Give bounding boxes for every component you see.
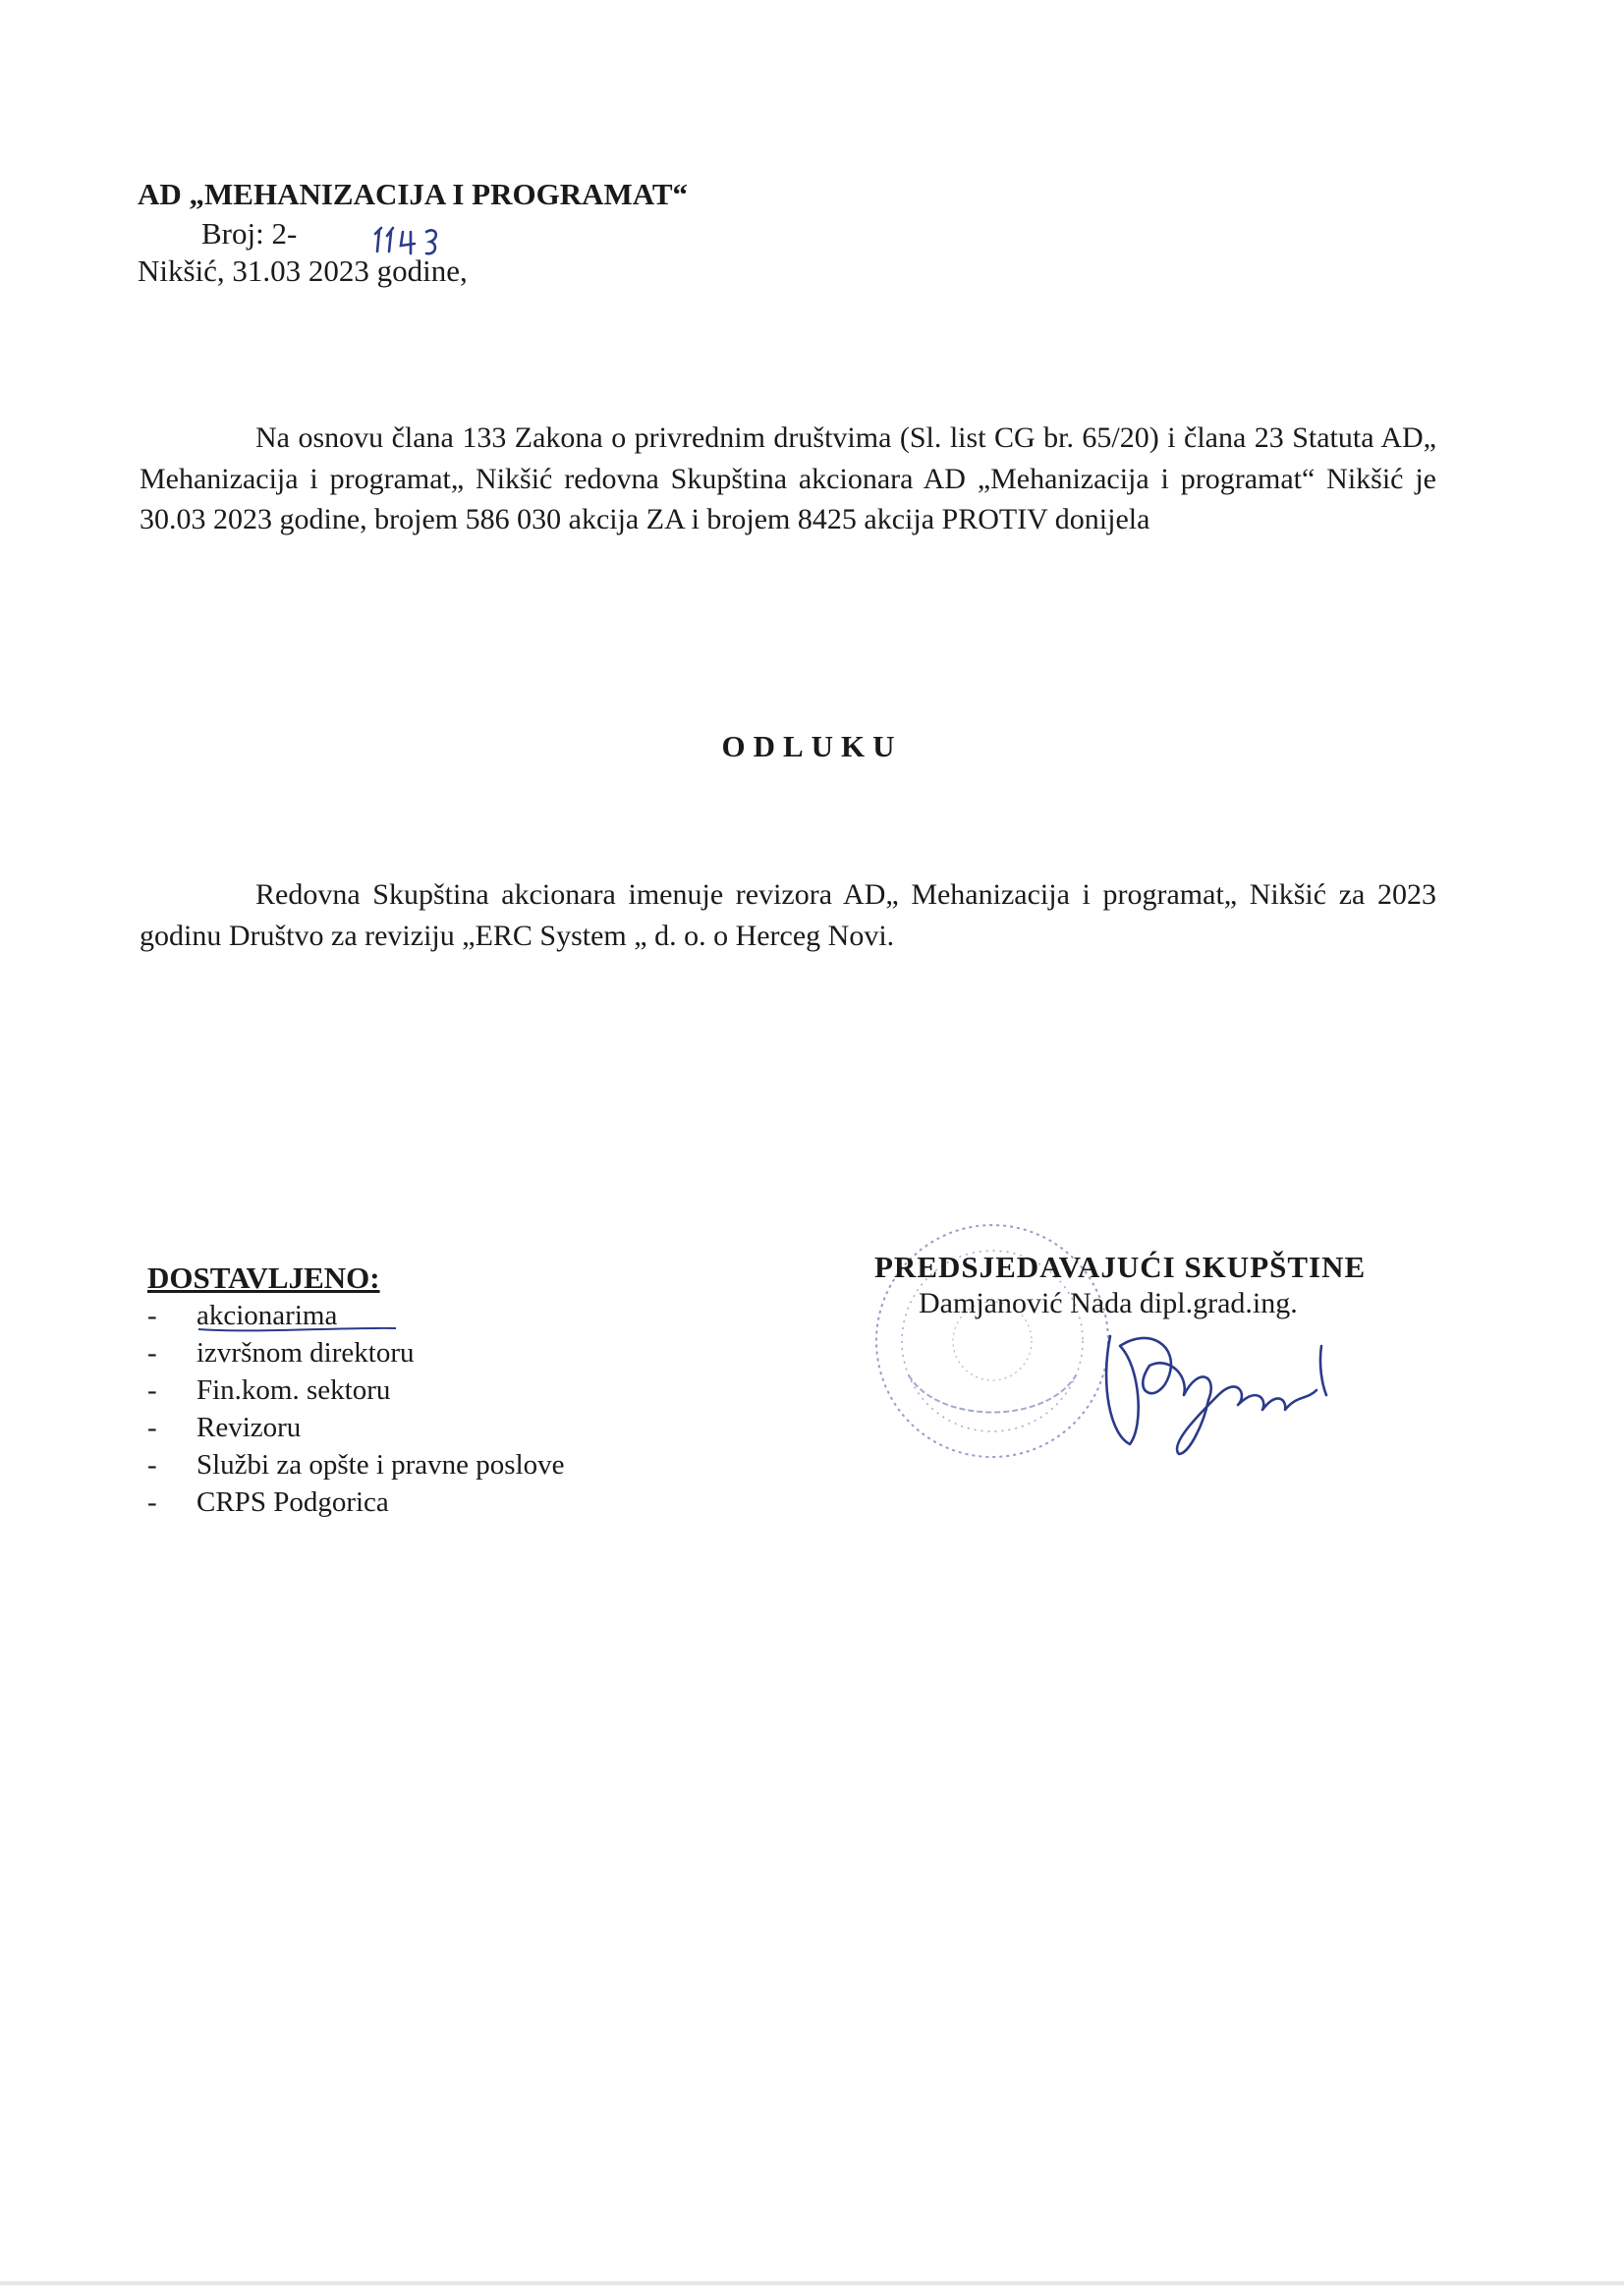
distribution-title: DOSTAVLJENO: (147, 1260, 380, 1295)
handwritten-signature (1091, 1307, 1346, 1474)
list-item: - CRPS Podgorica (147, 1486, 389, 1518)
list-item-label: Fin.kom. sektoru (196, 1374, 391, 1406)
decision-paragraph (140, 874, 1436, 956)
list-item-label: Službi za opšte i pravne poslove (196, 1449, 565, 1481)
list-item: - Revizoru (147, 1412, 302, 1443)
intro-text: Na osnovu člana 133 Zakona o privrednim društvima (Sl. list CG br. 65/20) i člana 23 Statuta AD„ Mehanizacija i programat„ Nikšić redovna Skupština akcionara AD „Mehanizacija i programat“ Nikšić je 30.03 2023 godine, brojem 586 030 akcija ZA i brojem 8425 akcija PROTIV donijela (140, 421, 1436, 536)
list-item-label: CRPS Podgorica (196, 1486, 389, 1518)
distribution-list (147, 1297, 565, 1521)
decision-text: Redovna Skupština akcionara imenuje revizora AD„ Mehanizacija i programat„ Nikšić za 2023 godinu Društvo za reviziju „ERC System „ d. o. o Herceg Novi. (140, 878, 1436, 952)
list-item-label: izvršnom direktoru (196, 1337, 415, 1369)
document-number-label: Broj: 2- (201, 216, 298, 251)
list-item: - Fin.kom. sektoru (147, 1374, 391, 1406)
list-item: - Službi za opšte i pravne poslove (147, 1449, 565, 1481)
place-date: Nikšić, 31.03 2023 godine, (138, 253, 468, 288)
scan-edge (0, 2281, 1624, 2285)
chairperson-title: PREDSJEDAVAJUĆI SKUPŠTINE (874, 1250, 1367, 1284)
decision-title: ODLUKU (721, 729, 903, 763)
list-item: - akcionarima (147, 1300, 338, 1331)
list-item-label: Revizoru (196, 1412, 302, 1443)
list-item-label: akcionarima (196, 1300, 338, 1331)
organization-name: AD „MEHANIZACIJA I PROGRAMAT“ (138, 177, 689, 211)
intro-paragraph (140, 418, 1436, 540)
chairperson-name: Damjanović Nada dipl.grad.ing. (919, 1287, 1298, 1319)
list-item: - izvršnom direktoru (147, 1337, 415, 1369)
